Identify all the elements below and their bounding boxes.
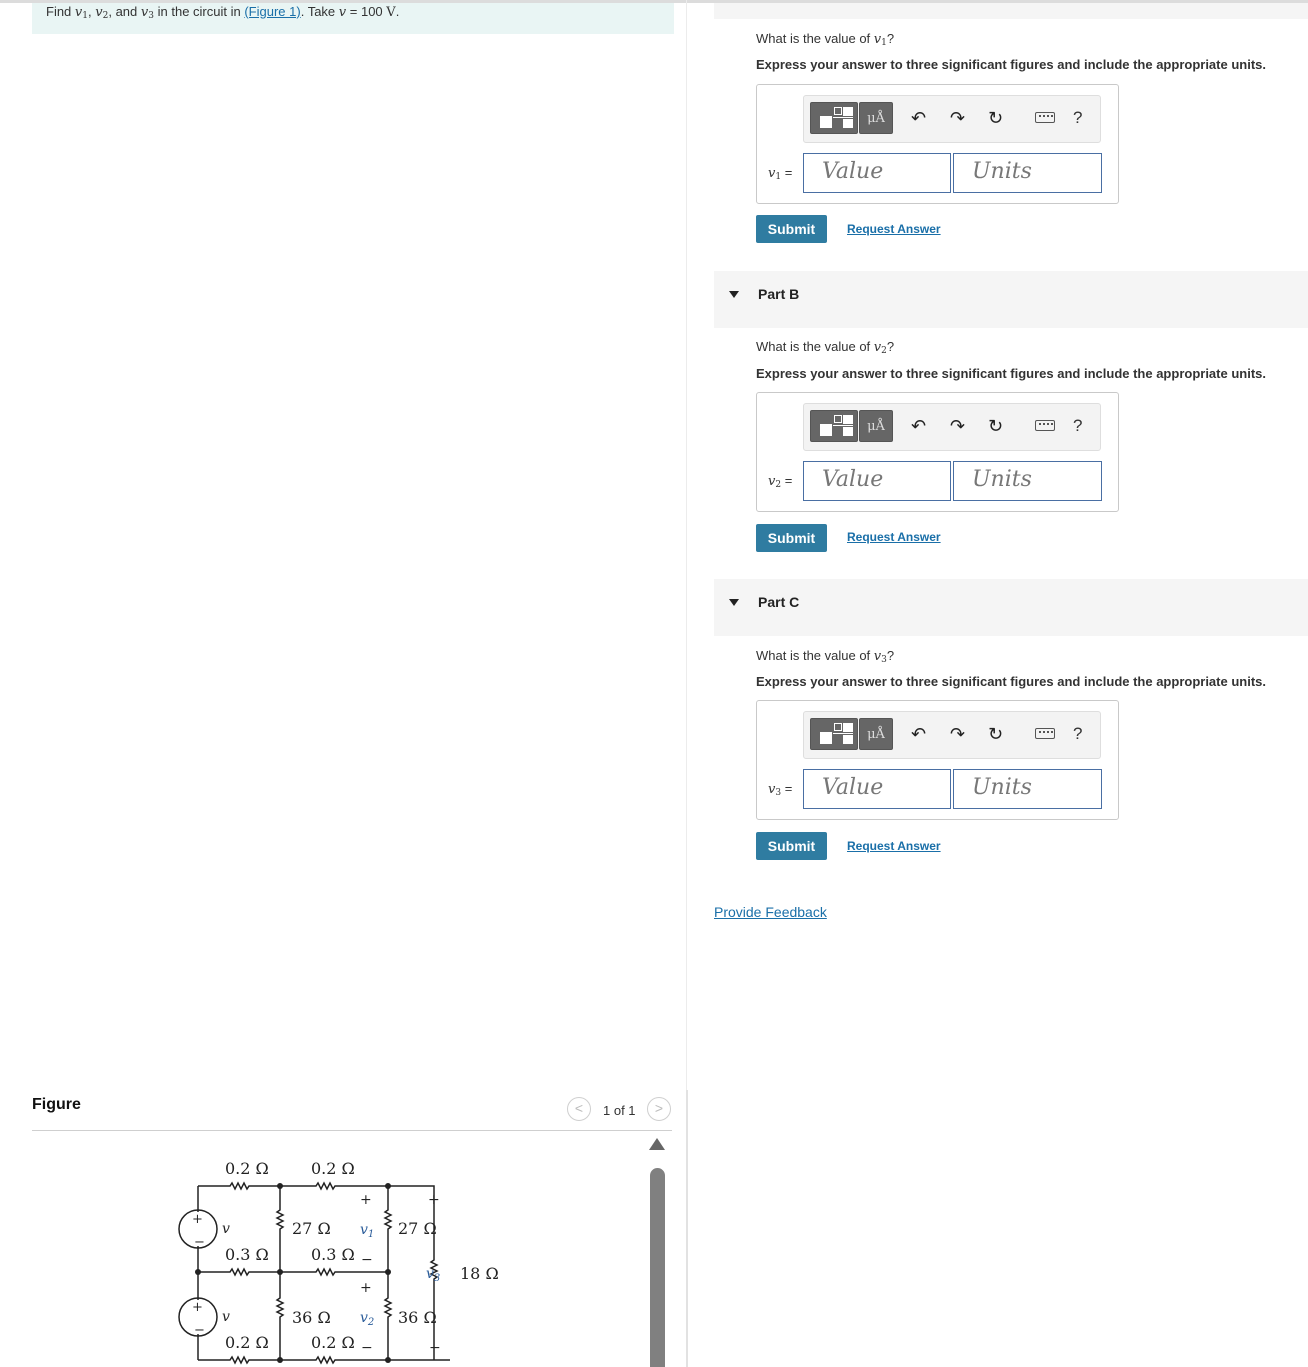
- svg-text:−: −: [194, 1323, 205, 1338]
- value-input[interactable]: Value: [803, 769, 951, 809]
- svg-text:+: +: [428, 1192, 440, 1208]
- svg-text:−: −: [194, 1235, 205, 1250]
- problem-statement: [32, 3, 674, 34]
- problem-text: Find $v_1$, $v_2$, and $v_3$ in the circuit in (Figure 1). Take v = 100 V.: [46, 4, 400, 21]
- var-v1: $v_1$: [74, 5, 89, 21]
- help-button[interactable]: ?: [1073, 724, 1083, 743]
- svg-text:v: v: [222, 1309, 230, 1325]
- svg-text:−: −: [361, 1340, 373, 1356]
- svg-text:v3: $v_3$: [426, 1266, 441, 1284]
- submit-button[interactable]: Submit: [756, 524, 827, 552]
- figure-pager: 1 of 1: [603, 1103, 636, 1118]
- math-toolbar: [803, 403, 1101, 451]
- part-b-question: What is the value of $v_2$?: [756, 339, 895, 356]
- part-b-instruction: Express your answer to three significant figures and include the appropriate units.: [756, 366, 1266, 381]
- svg-text:0.3 Ω: 0.3 Ω: [225, 1245, 269, 1264]
- part-c-title: Part C: [758, 594, 800, 610]
- redo-icon[interactable]: ↷: [950, 416, 966, 436]
- svg-text:−: −: [361, 1252, 373, 1268]
- part-b-title: Part B: [758, 286, 800, 302]
- request-answer-link: Request Answer: [847, 839, 941, 853]
- part-a-header: [714, 3, 1308, 19]
- keyboard-icon[interactable]: [1035, 112, 1055, 123]
- var-v: v: [338, 5, 347, 20]
- templates-icon[interactable]: [810, 410, 858, 442]
- answer-label: $v_1$ =: [768, 165, 793, 182]
- next-figure-button[interactable]: >: [647, 1097, 671, 1121]
- math-toolbar: [803, 711, 1101, 759]
- units-button[interactable]: μÅ: [859, 410, 893, 442]
- undo-icon[interactable]: ↶: [911, 416, 927, 436]
- var-v3: $v_3$: [140, 5, 154, 21]
- keyboard-icon[interactable]: [1035, 420, 1055, 431]
- svg-text:0.2 Ω: 0.2 Ω: [311, 1159, 355, 1178]
- redo-icon[interactable]: ↷: [950, 108, 966, 128]
- undo-icon[interactable]: ↶: [911, 724, 927, 744]
- value-input[interactable]: Value: [803, 153, 951, 193]
- figure-divider: [32, 1130, 672, 1131]
- scroll-up-arrow-icon[interactable]: [649, 1138, 665, 1150]
- part-c-instruction: Express your answer to three significant figures and include the appropriate units.: [756, 674, 1266, 689]
- units-input[interactable]: Units: [953, 461, 1102, 501]
- answer-label: $v_3$ =: [768, 781, 793, 798]
- svg-text:+: +: [360, 1192, 372, 1208]
- unit-volts: V: [386, 5, 396, 20]
- svg-text:0.3 Ω: 0.3 Ω: [311, 1245, 355, 1264]
- templates-icon[interactable]: [810, 718, 858, 750]
- svg-text:18 Ω: 18 Ω: [460, 1264, 499, 1283]
- svg-text:0.2 Ω: 0.2 Ω: [225, 1159, 269, 1178]
- answer-label: $v_2$ =: [768, 473, 793, 490]
- part-b-header[interactable]: [714, 271, 1308, 328]
- svg-text:0.2 Ω: 0.2 Ω: [311, 1333, 355, 1352]
- caret-down-icon[interactable]: [729, 599, 739, 606]
- submit-button[interactable]: Submit: [756, 215, 827, 243]
- svg-text:v: v: [222, 1221, 230, 1237]
- units-button[interactable]: μÅ: [859, 102, 893, 134]
- reset-icon[interactable]: ↻: [988, 108, 1004, 128]
- help-button[interactable]: ?: [1073, 108, 1083, 127]
- svg-text:0.2 Ω: 0.2 Ω: [225, 1333, 269, 1352]
- units-input[interactable]: Units: [953, 153, 1102, 193]
- math-toolbar: [803, 95, 1101, 143]
- svg-text:+: +: [192, 1300, 203, 1315]
- svg-text:+: +: [360, 1280, 372, 1296]
- svg-text:27 Ω: 27 Ω: [292, 1219, 331, 1238]
- submit-button[interactable]: Submit: [756, 832, 827, 860]
- keyboard-icon[interactable]: [1035, 728, 1055, 739]
- part-a-answer-box: [756, 84, 1119, 204]
- part-a-instruction: Express your answer to three significant figures and include the appropriate units.: [756, 57, 1266, 72]
- svg-text:v1: $v_1$: [360, 1222, 375, 1240]
- pane-divider-lower: [686, 1090, 688, 1367]
- reset-icon[interactable]: ↻: [988, 724, 1004, 744]
- value-input[interactable]: Value: [803, 461, 951, 501]
- request-answer-link: Request Answer: [847, 530, 941, 544]
- svg-text:−: −: [429, 1340, 441, 1356]
- units-button[interactable]: μÅ: [859, 718, 893, 750]
- svg-text:36 Ω: 36 Ω: [398, 1308, 437, 1327]
- svg-text:+: +: [192, 1212, 203, 1227]
- svg-text:v2: $v_2$: [360, 1310, 375, 1328]
- units-input[interactable]: Units: [953, 769, 1102, 809]
- part-c-answer-box: [756, 700, 1119, 820]
- figure-link[interactable]: (Figure 1): [244, 4, 301, 19]
- scrollbar-thumb[interactable]: [650, 1168, 665, 1367]
- help-button[interactable]: ?: [1073, 416, 1083, 435]
- redo-icon[interactable]: ↷: [950, 724, 966, 744]
- part-c-header[interactable]: [714, 579, 1308, 636]
- part-a-question: What is the value of $v_1$?: [756, 31, 895, 48]
- part-c-question: What is the value of $v_3$?: [756, 648, 895, 665]
- prev-figure-button[interactable]: <: [567, 1097, 591, 1121]
- caret-down-icon[interactable]: [729, 291, 739, 298]
- undo-icon[interactable]: ↶: [911, 108, 927, 128]
- part-b-answer-box: [756, 392, 1119, 512]
- reset-icon[interactable]: ↻: [988, 416, 1004, 436]
- provide-feedback-link: Provide Feedback: [714, 904, 827, 920]
- templates-icon[interactable]: [810, 102, 858, 134]
- circuit-diagram: [170, 1150, 510, 1367]
- var-v2: $v_2$: [95, 5, 109, 21]
- request-answer-link: Request Answer: [847, 222, 941, 236]
- svg-text:36 Ω: 36 Ω: [292, 1308, 331, 1327]
- svg-text:27 Ω: 27 Ω: [398, 1219, 437, 1238]
- figure-heading: Figure: [32, 1096, 81, 1113]
